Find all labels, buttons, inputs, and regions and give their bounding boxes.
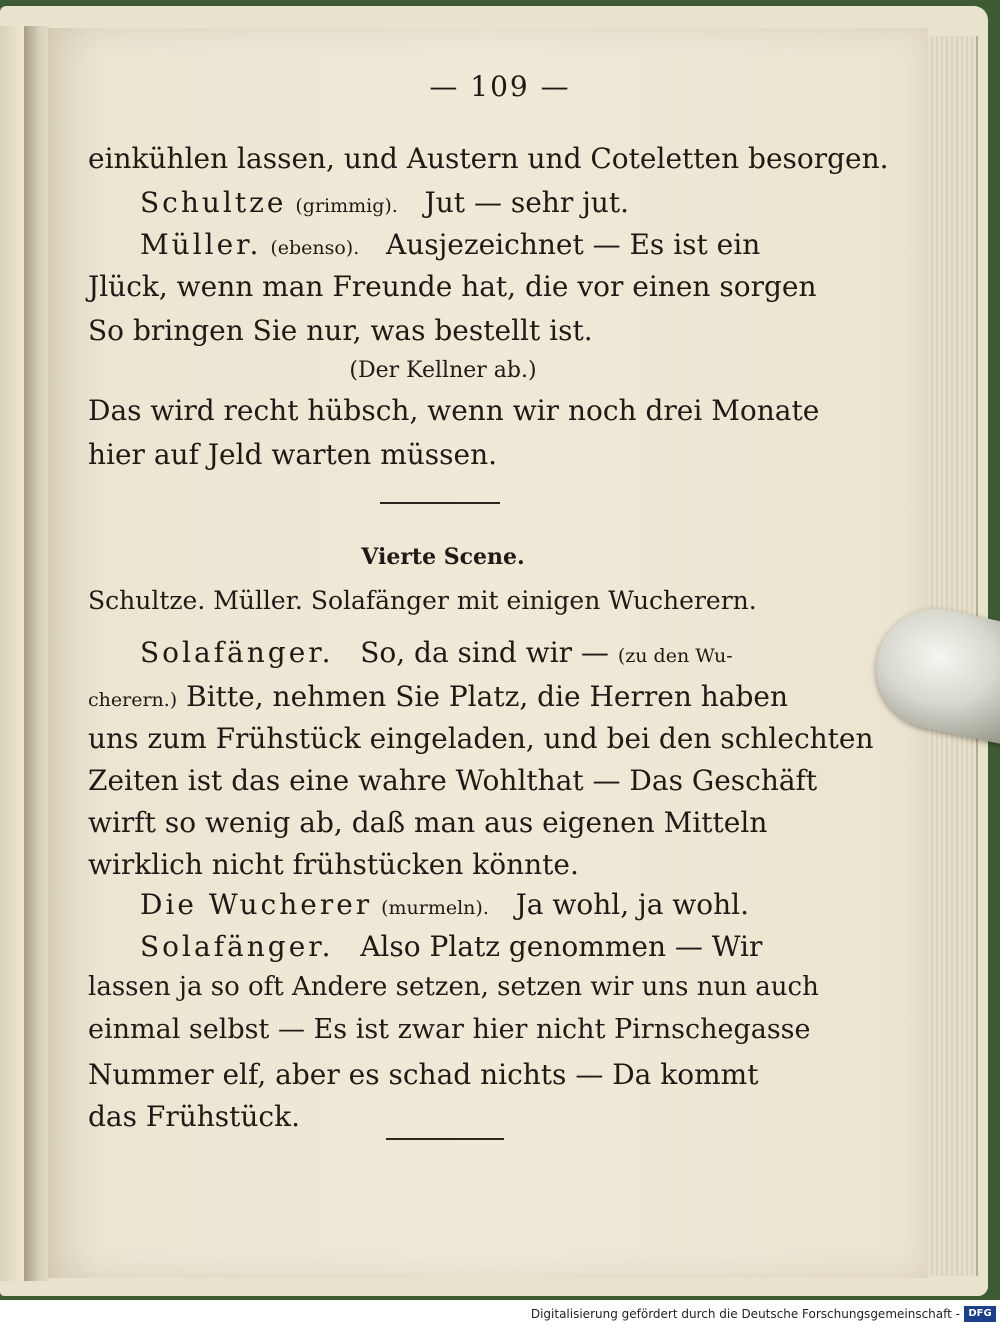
dialogue-text: Also Platz genommen — Wir bbox=[360, 930, 763, 963]
stage-direction: (zu den Wu- bbox=[617, 645, 733, 667]
dialogue-line bbox=[88, 680, 798, 713]
text-line: das Frühstück. bbox=[88, 1100, 300, 1133]
text-line: lassen ja so oft Andere setzen, setzen wir uns nun auch bbox=[88, 972, 819, 1002]
text-line: Nummer elf, aber es schad nichts — Da kommt bbox=[88, 1058, 759, 1091]
page-number: — 109 — bbox=[429, 70, 571, 103]
dialogue-line bbox=[140, 888, 798, 921]
text-line: Jlück, wenn man Freunde hat, die vor einen sorgen bbox=[88, 270, 817, 303]
dialogue-text: Ausjezeichnet — Es ist ein bbox=[385, 228, 761, 261]
text-line: wirft so wenig ab, daß man aus eigenen Mitteln bbox=[88, 806, 768, 839]
digitization-credit: Digitalisierung gefördert durch die Deutsche Forschungsgemeinschaft - bbox=[530, 1307, 960, 1321]
stage-direction: (murmeln). bbox=[381, 897, 489, 919]
speaker-name: Solafänger. bbox=[140, 636, 334, 669]
text-line: wirklich nicht frühstücken könnte. bbox=[88, 848, 579, 881]
speaker-name: Solafänger. bbox=[140, 930, 334, 963]
stage-direction: (grimmig). bbox=[295, 195, 398, 217]
dfg-logo: DFG bbox=[964, 1306, 996, 1322]
stage-direction: (ebenso). bbox=[270, 237, 360, 259]
dialogue-text: Ja wohl, ja wohl. bbox=[515, 888, 749, 921]
text-line: So bringen Sie nur, was bestellt ist. bbox=[88, 314, 593, 347]
text-line: hier auf Jeld warten müssen. bbox=[88, 438, 498, 471]
section-rule bbox=[380, 502, 500, 504]
text-line: Zeiten ist das eine wahre Wohlthat — Das Geschäft bbox=[88, 764, 818, 797]
dialogue-line bbox=[140, 228, 798, 261]
speaker-name: Müller. bbox=[140, 228, 262, 261]
end-rule bbox=[386, 1138, 504, 1140]
dialogue-line bbox=[140, 636, 798, 669]
dialogue-text: So, da sind wir — bbox=[360, 636, 609, 669]
text-line: einmal selbst — Es ist zwar hier nicht Pirnschegasse bbox=[88, 1014, 811, 1045]
speaker-name: Die Wucherer bbox=[140, 888, 373, 921]
dialogue-line bbox=[140, 930, 798, 963]
character-list: Schultze. Müller. Solafänger mit einigen Wucherern. bbox=[88, 586, 757, 615]
dialogue-text: Bitte, nehmen Sie Platz, die Herren haben bbox=[186, 680, 789, 713]
text-line: einkühlen lassen, und Austern und Coteletten besorgen. bbox=[88, 142, 889, 175]
stage-direction: (Der Kellner ab.) bbox=[349, 358, 537, 383]
scene-title: Vierte Scene. bbox=[361, 544, 525, 570]
dialogue-text: Jut — sehr jut. bbox=[424, 186, 629, 219]
text-line: uns zum Frühstück eingeladen, und bei den schlechten bbox=[88, 722, 874, 755]
text-line: Das wird recht hübsch, wenn wir noch drei Monate bbox=[88, 394, 820, 427]
speaker-name: Schultze bbox=[140, 186, 287, 219]
dialogue-line bbox=[140, 186, 798, 219]
stage-direction: cherern.) bbox=[88, 689, 178, 711]
